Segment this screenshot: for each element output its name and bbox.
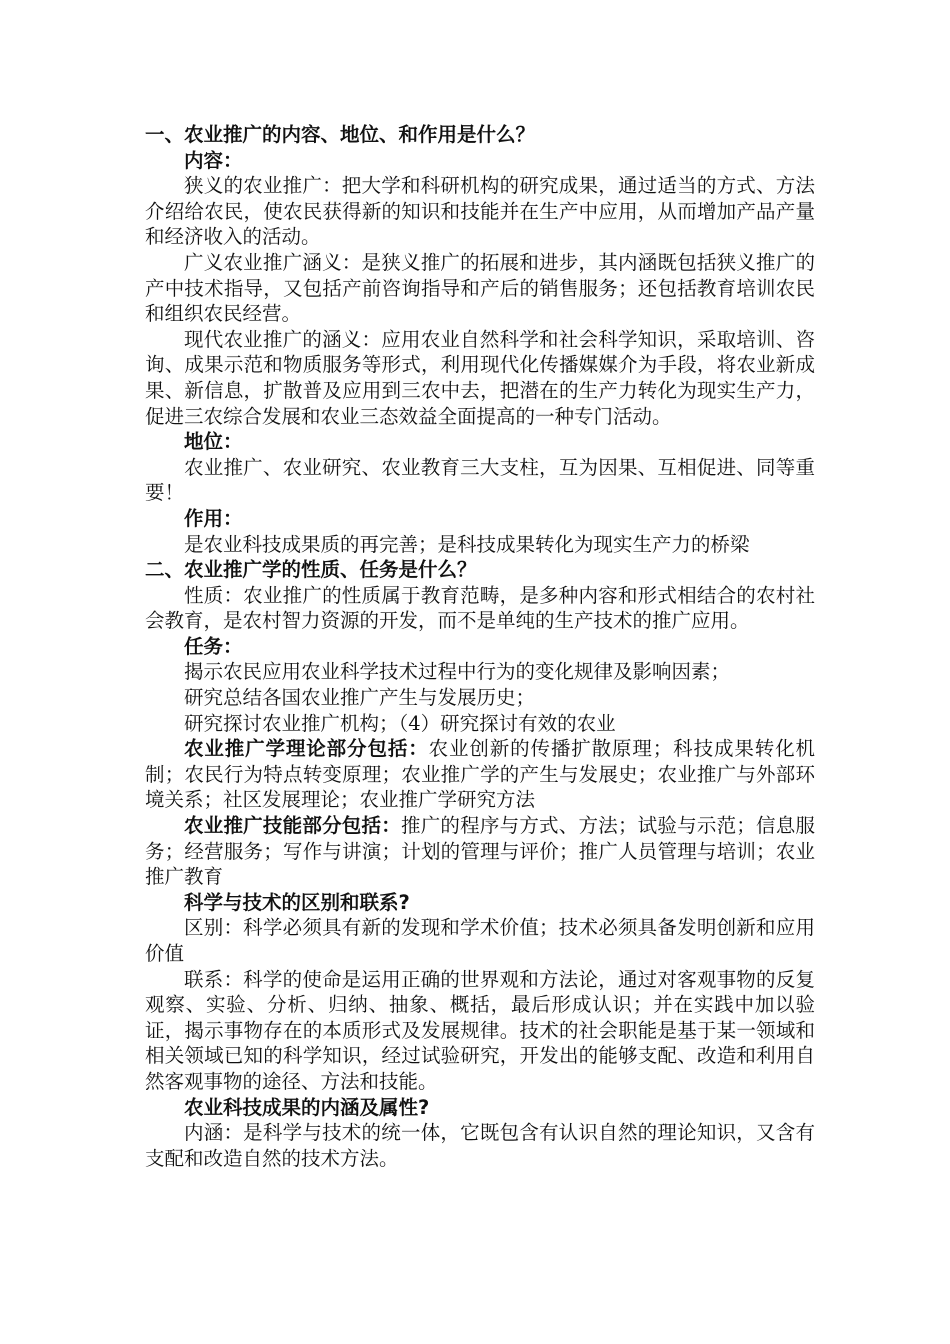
task-item-2: 研究总结各国农业推广产生与发展历史； — [184, 686, 536, 710]
nature-paragraph: 性质：农业推广的性质属于教育范畴，是多种内容和形式相结合的农村社会教育，是农村智力资源的开发，而不是单纯的生产技术的推广应用。 — [145, 583, 815, 633]
content-subheading: 内容： — [184, 148, 243, 172]
role-subheading: 作用： — [184, 506, 243, 530]
broad-definition-paragraph: 广义农业推广涵义：是狭义推广的拓展和进步，其内涵既包括狭义推广的产中技术指导，又包括产前咨询指导和产后的销售服务；还包括教育培训农民和组织农民经营。 — [145, 250, 815, 326]
narrow-definition-paragraph: 狭义的农业推广：把大学和科研机构的研究成果，通过适当的方式、方法介绍给农民，使农民获得新的知识和技能并在生产中应用，从而增加产品产量和经济收入的活动。 — [145, 174, 815, 249]
question-2-heading: 二、农业推广学的性质、任务是什么？ — [145, 558, 477, 582]
question-3-heading: 科学与技术的区别和联系? — [184, 890, 410, 914]
theory-label: 农业推广学理论部分包括： — [184, 737, 429, 761]
status-subheading: 地位： — [184, 430, 243, 454]
difference-paragraph: 区别：科学必须具有新的发现和学术价值；技术必须具备发明创新和应用价值 — [145, 916, 815, 965]
task-subheading: 任务： — [184, 634, 243, 658]
status-paragraph: 农业推广、农业研究、农业教育三大支柱，互为因果、互相促进、同等重要！ — [145, 455, 815, 505]
skill-paragraph — [145, 813, 815, 890]
skill-label: 农业推广技能部分包括： — [184, 814, 401, 838]
theory-paragraph — [145, 736, 815, 813]
modern-definition-paragraph: 现代农业推广的涵义：应用农业自然科学和社会科学知识，采取培训、咨询、成果示范和物质服务等形式，利用现代化传播媒媒介为手段，将农业新成果、新信息，扩散普及应用到三农中去，把潜在的生产力转化为现实生产力，促进三农综合发展和农业三态效益全面提高的一种专门活动。 — [145, 327, 815, 428]
task-item-1: 揭示农民应用农业科学技术过程中行为的变化规律及影响因素； — [184, 660, 731, 684]
document-page — [145, 122, 815, 1171]
connotation-paragraph: 内涵：是科学与技术的统一体，它既包含有认识自然的理论知识，又含有支配和改造自然的技术方法。 — [145, 1121, 815, 1170]
theory-text: 农业创新的传播扩散原理；科技成果转化机制；农民行为特点转变原理；农业推广学的产生与发展史；农业推广与外部环境关系；社区发展理论；农业推广学研究方法 — [145, 737, 815, 812]
role-paragraph: 是农业科技成果质的再完善；是科技成果转化为现实生产力的桥梁 — [184, 532, 750, 556]
question-1-heading: 一、农业推广的内容、地位、和作用是什么？ — [145, 123, 536, 146]
skill-text: 推广的程序与方式、方法；试验与示范；信息服务；经营服务；写作与讲演；计划的管理与评价；推广人员管理与培训；农业推广教育 — [145, 814, 815, 889]
question-4-heading: 农业科技成果的内涵及属性? — [184, 1095, 430, 1119]
relation-paragraph: 联系：科学的使命是运用正确的世界观和方法论，通过对客观事物的反复观察、实验、分析、归纳、抽象、概括，最后形成认识；并在实践中加以验证，揭示事物存在的本质形式及发展规律。技术的社会职能是基于某一领域和相关领域已知的科学知识，经过试验研究，开发出的能够支配、改造和利用自然客观事物的途径、方法和技能。 — [145, 967, 815, 1093]
task-item-3: 研究探讨农业推广机构；（4）研究探讨有效的农业 — [184, 711, 616, 735]
